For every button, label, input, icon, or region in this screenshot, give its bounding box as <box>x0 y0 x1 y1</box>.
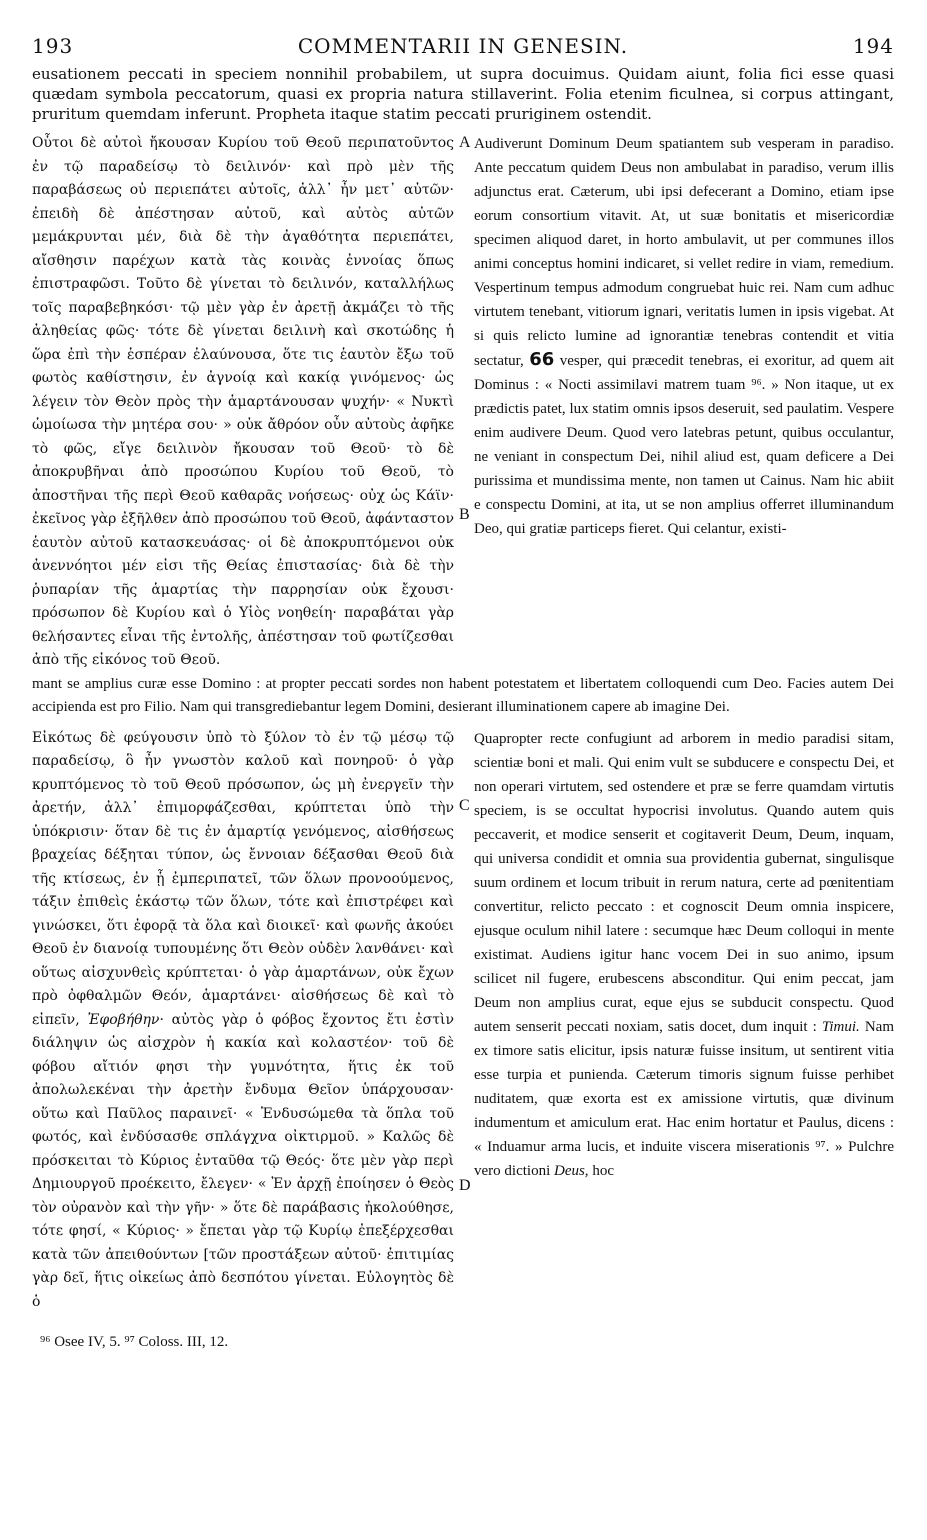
section-marker-b: B <box>459 506 470 523</box>
latin-italic-word: Timui. <box>821 1018 860 1035</box>
running-header <box>32 28 894 64</box>
section-marker-d: D <box>459 1176 471 1194</box>
running-title: COMMENTARII IN GENESIN. <box>297 34 629 58</box>
greek-italic-word: Ἐφοβήθην <box>87 1011 160 1028</box>
block1-columns <box>32 132 894 673</box>
page-number-right: 194 <box>852 34 894 58</box>
latin-italic-word: Deus, <box>553 1162 589 1179</box>
latin-text: Quapropter recte confugiunt ad arborem in medio paradisi sitam, scientiæ boni et mali. Qui enim vult se subducere e conspectu Dei, et non operari virtutem, sed ostendere et præ se ferre quamdam virtutis speciem, is se occultat hypocrisi involutus. Quando autem quis peccaverit, et modice senserit et cogitaverit Deum, Deum, inquam, qui universa condidit et omnia sua providentia gubernat, singulisque suum ordinem et locum tribuit in rerum natura, certe ad pœnitentiam convertitur, relicto peccato : et cognoscit Deum omnia inspicere, ejusque oculum nihil latere : secumque hæc Deum colloqui in mente existimat. Audiens igitur hanc vocem Dei in suo animo, ipsum scilicet nil fugere, erubescens absconditur. Qui enim peccat, jam Deum non amplius curat, eque ejus se subducit conspectu. Quod autem senserit peccati noxiam, satis docet, dum inquit : <box>474 730 894 1035</box>
section-marker-a: A <box>459 134 471 151</box>
greek-text: · αὐτὸς γὰρ ὁ φόβος ἔχοντος ἔτι ἐστὶν διάληψιν ὡς αἰσχρὸν ἡ κακία καὶ κολαστέον· τοῦ δὲ φόβου αἴτιόν φησι τὴν γυμνότητα, ἥτις ἐκ τοῦ ἀπολωλεκέναι τὴν ἀρετὴν ἔνδυμα Θεῖον ὑπάρχουσαν· οὕτω καὶ Παῦλος παραινεῖ· « Ἐνδυσώμεθα τὰ ὅπλα τοῦ φωτός, καὶ ἐνδύσασθε σπλάγχνα οἰκτιρμοῦ. » Καλῶς δὲ πρόσκειται τὸ Κύριος ἐνταῦθα τῷ Θεός· ὅτε μὲν γὰρ περὶ Δημιουργοῦ προέκειτο, ἔλεγεν· « Ἐν ἀρχῇ ἐποίησεν ὁ Θεὸς τὸν οὐρανὸν καὶ τὴν γῆν· » ὅτε δὲ παράβασις ἠκολούθησε, τότε φησί, « Κύριος· » ἔπεται γὰρ τῷ Κυρίῳ ἐπεξέρχεσθαι κατὰ τῶν ἀπειθούντων [τῶν προστάξεων αὐτοῦ· ἐπιτιμίας γὰρ δεῖ, ἥτις οἰκείως ἀπὸ δεσπότου γίνεται. Εὐλογητὸς δὲ ὁ <box>32 1011 454 1310</box>
greek-column-1: Οὗτοι δὲ αὐτοὶ ἤκουσαν Κυρίου τοῦ Θεοῦ περιπατοῦντος ἐν τῷ παραδείσῳ τὸ δειλινόν· καὶ πρὸ μὲν τῆς παραβάσεως οὐ περιεπάτει αὐτοῖς, ἀλλ᾽ ἦν μετ᾽ αὐτῶν· ἐπειδὴ δὲ ἀπέστησαν αὐτοῦ, καὶ αὐτὸς αὐτῶν μεμάκρυνται μέν, διὰ δὲ τὴν ἀγαθότητα περιεπάτει, αἴσθησιν παρέχων κατὰ τὰς κοινὰς ἐννοίας ὅπως ἐπιστραφῶσι. Τοῦτο δὲ γίνεται τὸ δειλινόν, καταλλήλως τοῖς παραβεβηκόσι· τῷ μὲν γὰρ ἐν ἀρετῇ ἀκμάζει τὸ τῆς ἀληθείας φῶς· τότε δὲ γίνεται δειλινὴ καὶ σκοτώδης ἡ ὥρα ἐπὶ τὴν ἑσπέραν ἐλαύνουσα, ὅτε τις ἑαυτὸν ἔξω τοῦ φωτὸς καθίστησιν, ἐν ἀγνοίᾳ καὶ κακίᾳ γινόμενος· ὡς λέγειν τὸν Θεὸν πρὸς τὴν ἁμαρτάνουσαν ψυχήν· « Νυκτὶ ὡμοίωσα τὴν μητέρα σου· » οὐκ ἄθρόον οὖν αὐτοὺς ἀφῆκε τὸ φῶς, εἴγε δειλινὸν ἤκουσαν τοῦ Θεοῦ· τὸ δὲ ἀποκρυβῆναι ἀπὸ προσώπου Κυρίου τοῦ Θεοῦ, τὸ ἀποστῆναι τῆς περὶ Θεοῦ καθαρᾶς νοήσεως· οὐχ ὡς Κάϊν· ἐκεῖνος γὰρ ἐξῆλθεν ἀπὸ προσώπου τοῦ Θεοῦ, ἀφάνταστον ἑαυτὸν αὐτοῦ κατασκευάσας· οἱ δὲ ἀποκρυπτόμενοι οὐκ ἀνεννόητοι μέν εἰσι τῆς Θείας ἐπιστασίας· διὰ δὲ τὴν ῥυπαρίαν τῆς ἁμαρτίας τὴν παρρησίαν οὐκ ἔχουσι· πρόσωπον δὲ Κυρίου καὶ ὁ Υἱὸς νοηθείη· παραβάται γὰρ θελήσαντες εἶναι τῆς ἐντολῆς, ἀπέστησαν τοῦ φωτίζεσθαι ἀπὸ τῆς εἰκόνος τοῦ Θεοῦ. <box>32 135 454 668</box>
latin-column-2 <box>474 727 894 1315</box>
latin-text: Nam ex timore satis elicitur, ipsis naturæ fuisse insitum, ut sentirent vitia esse turpia et punienda. Cæterum timoris signum fuisse perhibet nuditatem, quæ exorta est ex amissione virtutis, quæ divinum indumentum et amiculum erat. Hac enim hortatur et Paulus, dicens : « Induamur arma lucis, et induite viscera miserationis ⁹⁷. » Pulchre vero dictioni <box>474 1018 894 1179</box>
page <box>32 28 894 1351</box>
section-marker-c: C <box>459 796 470 814</box>
continuation-paragraph: mant se amplius curæ esse Domino : at propter peccati sordes non habent potestatem et libertatem colloquendi cum Deo. Facies autem Dei accipienda est pro Filio. Nam qui transgrediebantur legem Domini, desierant illuminationem capere ab imagine Dei. <box>32 675 894 715</box>
latin-text: hoc <box>588 1162 614 1179</box>
intro-paragraph: eusationem peccati in speciem nonnihil probabilem, ut supra docuimus. Quidam aiunt, folia fici esse quasi quædam symbola peccatorum, quasi ex propria natura stillaverint. Folia etenim ficulnea, si corpus attingant, pruritum quemdam inferunt. Propheta itaque statim peccati pruriginem ostendit. <box>32 65 894 123</box>
latin-text: Audiverunt Dominum Deum spatiantem sub vesperam in paradiso. Ante peccatum quidem Deus non ambulabat in paradiso, verum illis adjunctus erat. Cæterum, ubi ipsi defecerant a Domino, etiam ipse eorum consortium vitavit. At, ut suæ bonitatis et misericordiæ specimen aliquod daret, in horto ambulavit, ut per communes illos animi conceptus homini indicaret, si vellet redire in viam, remedium. Vespertinum tempus admodum congruebat huic rei. Nam cum adhuc virtutem tenebant, vitiorum ignari, veritatis lumen in ipsis vigebat. At si quis relicto lumine ad ignorantiæ tenebras contendit et vitia sectatur, <box>474 136 894 369</box>
column-number: 66 <box>529 349 555 370</box>
block2-columns <box>32 727 894 1315</box>
greek-column-2 <box>32 727 454 1315</box>
latin-column-1 <box>474 132 894 673</box>
page-number-left: 193 <box>32 34 74 58</box>
greek-text: Εἰκότως δὲ φεύγουσιν ὑπὸ τὸ ξύλον τὸ ἐν τῷ μέσῳ τῷ παραδείσῳ, ὃ ἦν γνωστὸν καλοῦ καὶ πονηροῦ· ὁ γὰρ κρυπτόμενος τὸ τοῦ Θεοῦ πρόσωπον, ὡς μὴ ἐνεργεῖν τὴν ἀρετήν, ἀλλ᾽ ἐπιμορφάζεσθαι, κρύπτεται ὑπὸ τὴν ὑπόκρισιν· ὅταν δὲ τις ἐν ἁμαρτίᾳ γενόμενος, αἰσθήσεως βραχείας δέξηται τύπον, ὡς ἔννοιαν δέξασθαι Θεοῦ διὰ τῆς κτίσεως, ἐν ᾗ ἐμπεριπατεῖ, τῶν ὅλων προνοούμενος, τάξιν ἐπιθεὶς ἑκάστῳ τῶν ὅλων, τότε καὶ ἐπιστρέφει καὶ γινώσκει, ὅτι ἐφορᾷ τὰ ὅλα καὶ διοικεῖ· καὶ φωνῆς ἀκούει Θεοῦ ἐν διανοίᾳ τυπουμένης ὅτι Θεὸν οὐδὲν λανθάνει· καὶ οὕτως αἰσχυνθεὶς κρύπτεται· ὁ γὰρ ἁμαρτάνων, οὐκ ἔχων πρὸ ὀφθαλμῶν Θεόν, ἁμαρτάνει· αἰσθήσεως δὲ καὶ τὸ εἰπεῖν, <box>32 729 454 1028</box>
latin-text: vesper, qui præcedit tenebras, ei exoritur, ad quem ait Dominus : « Nocti assimilavi matrem tuam ⁹⁶. » Non itaque, ut ex prædictis patet, lux statim omnis ipsos deseruit, sed paulatim. Vespere enim audivere Deum. Quod vero latebras petunt, quibus occulantur, ne veniant in conspectum Dei, nihil aliud est, quam deficere a Dei purissima et mundissima mente, non tamen ut Cainus. Nam hic abiit e conspectu Domini, at ita, ut se non amplius offerret illuminandum Deo, qui gratiæ particeps fieret. Qui celantur, existi- <box>474 353 894 537</box>
footnotes: ⁹⁶ Osee IV, 5. ⁹⁷ Coloss. III, 12. <box>40 1334 229 1350</box>
